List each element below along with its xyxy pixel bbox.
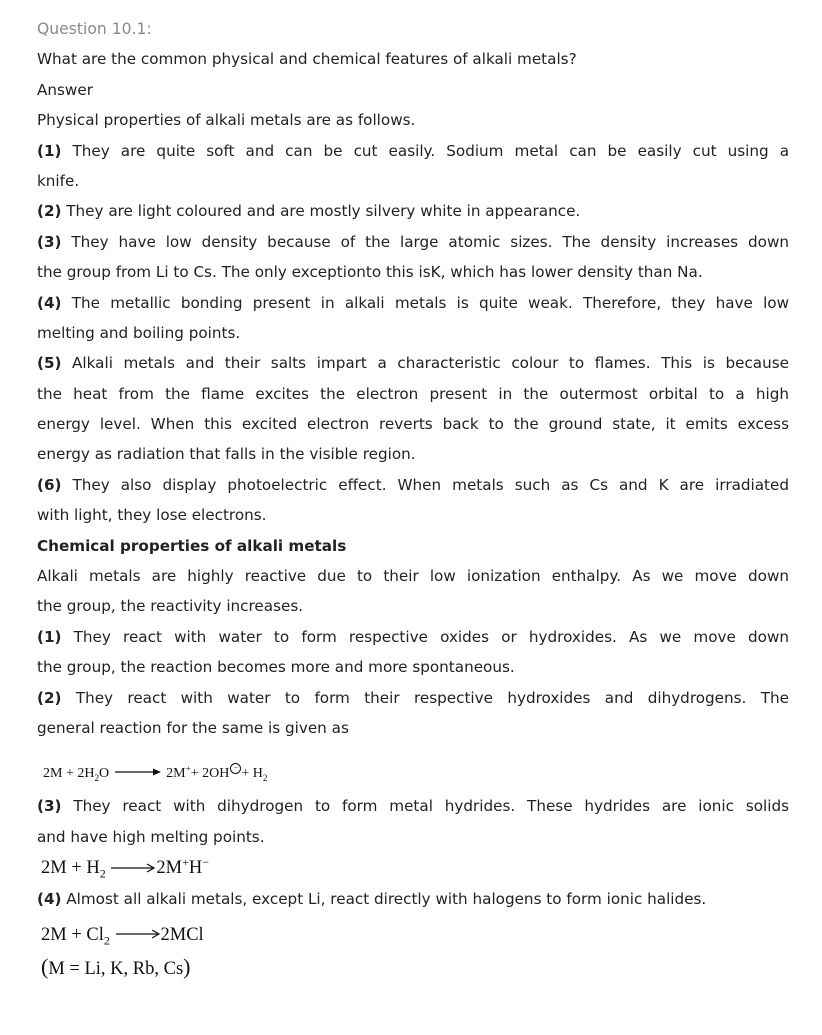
- item-number: (5): [37, 354, 62, 373]
- item-number: (6): [37, 475, 62, 494]
- open-paren: (: [41, 953, 49, 979]
- item-number: (1): [37, 141, 62, 160]
- chemical-item-1-line-2: the group, the reaction becomes more and more spontaneous.: [37, 658, 515, 677]
- eq-rhs-sup2: −: [202, 855, 210, 869]
- chemical-intro-line-2: the group, the reactivity increases.: [37, 597, 304, 616]
- chemical-item-4-line-1: [37, 884, 789, 914]
- physical-intro: Physical properties of alkali metals are as follows.: [37, 111, 416, 130]
- physical-item-1-line-1: [37, 136, 789, 166]
- physical-item-4-line-2: melting and boiling points.: [37, 323, 241, 342]
- physical-item-5-line-1: [37, 348, 789, 378]
- eq-lhs: 2M + H: [41, 858, 100, 879]
- physical-item-1-line-2: knife.: [37, 171, 80, 190]
- item-text: The metallic bonding present in alkali metals is quite weak. Therefore, they have low: [71, 293, 790, 312]
- chemical-heading: Chemical properties of alkali metals: [37, 536, 347, 555]
- chemical-item-3-line-2: and have high melting points.: [37, 827, 265, 846]
- physical-item-4-line-1: [37, 288, 789, 318]
- metals-note: [37, 951, 789, 983]
- eq-rhs: 2MCl: [160, 924, 204, 945]
- eq-rhs: 2M: [156, 858, 183, 879]
- eq-rhs-end: + H: [241, 766, 263, 782]
- item-text: They react with water to form respective oxides or hydroxides. As we move down: [73, 627, 790, 646]
- item-text: They also display photoelectric effect. When metals such as Cs and K are irradiated: [72, 475, 789, 494]
- physical-item-3-line-2: the group from Li to Cs. The only exceptionto this isK, which has lower density than Na.: [37, 263, 703, 282]
- item-text: Almost all alkali metals, except Li, react directly with halogens to form ionic halides.: [66, 890, 707, 909]
- item-text: Alkali metals and their salts impart a characteristic colour to flames. This is because: [72, 354, 789, 373]
- item-number: (3): [37, 232, 62, 251]
- equation-halide: [37, 919, 789, 951]
- item-number: (3): [37, 797, 62, 816]
- eq-rhs-sup: +: [182, 855, 189, 869]
- item-number: (4): [37, 293, 62, 312]
- physical-item-2-line-1: [37, 196, 789, 226]
- eq-rhs-sub: 2: [262, 773, 268, 784]
- item-text: They are quite soft and can be cut easily. Sodium metal can be easily cut using a: [72, 141, 789, 160]
- document-page: [37, 14, 789, 983]
- eq-rhs-sup: +: [185, 763, 191, 774]
- long-arrow-icon: [110, 853, 156, 885]
- eq-rhs: 2M: [166, 766, 186, 782]
- eq-lhs: 2M + 2H: [43, 766, 95, 782]
- eq-lhs: 2M + Cl: [41, 924, 104, 945]
- physical-item-5-line-4: energy as radiation that falls in the visible region.: [37, 445, 416, 464]
- physical-item-6-line-2: with light, they lose electrons.: [37, 506, 267, 525]
- item-text: They react with water to form their respective hydroxides and dihydrogens. The: [75, 688, 789, 707]
- eq-rhs-mid: H: [188, 858, 203, 879]
- item-text: They are light coloured and are mostly silvery white in appearance.: [66, 202, 581, 221]
- physical-item-5-line-3: energy level. When this excited electron reverts back to the ground state, it emits excess: [37, 415, 789, 434]
- item-number: (1): [37, 627, 62, 646]
- negative-charge-icon: −: [230, 763, 241, 774]
- chemical-item-3-line-1: [37, 791, 789, 821]
- question-heading: Question 10.1:: [37, 20, 152, 38]
- metals-list: M = Li, K, Rb, Cs: [48, 958, 184, 979]
- eq-rhs-mid: + 2OH: [190, 766, 230, 782]
- item-text: They react with dihydrogen to form metal hydrides. These hydrides are ionic solids: [73, 797, 790, 816]
- close-paren: ): [183, 953, 191, 979]
- item-number: (2): [37, 202, 62, 221]
- chemical-item-2-line-2: general reaction for the same is given as: [37, 718, 349, 737]
- equation-hydride: [37, 852, 789, 884]
- item-number: (4): [37, 890, 62, 909]
- reaction-arrow-icon: [113, 757, 163, 791]
- answer-label: Answer: [37, 80, 93, 99]
- long-arrow-icon: [115, 919, 161, 951]
- eq-lhs-end: O: [99, 766, 110, 782]
- item-text: They have low density because of the large atomic sizes. The density increases down: [71, 232, 789, 251]
- eq-lhs-sub: 2: [99, 866, 106, 881]
- physical-item-6-line-1: [37, 470, 789, 500]
- question-text: What are the common physical and chemical features of alkali metals?: [37, 50, 577, 69]
- physical-item-5-line-2: the heat from the flame excites the electron present in the outermost orbital to a high: [37, 384, 789, 403]
- equation-water-reaction: [37, 757, 789, 791]
- chemical-intro-line-1: Alkali metals are highly reactive due to their low ionization enthalpy. As we move down: [37, 567, 789, 586]
- physical-item-3-line-1: [37, 227, 789, 257]
- chemical-item-1-line-1: [37, 622, 789, 652]
- eq-lhs-sub: 2: [94, 773, 100, 784]
- eq-lhs-sub: 2: [103, 933, 110, 948]
- chemical-item-2-line-1: [37, 683, 789, 713]
- item-number: (2): [37, 688, 62, 707]
